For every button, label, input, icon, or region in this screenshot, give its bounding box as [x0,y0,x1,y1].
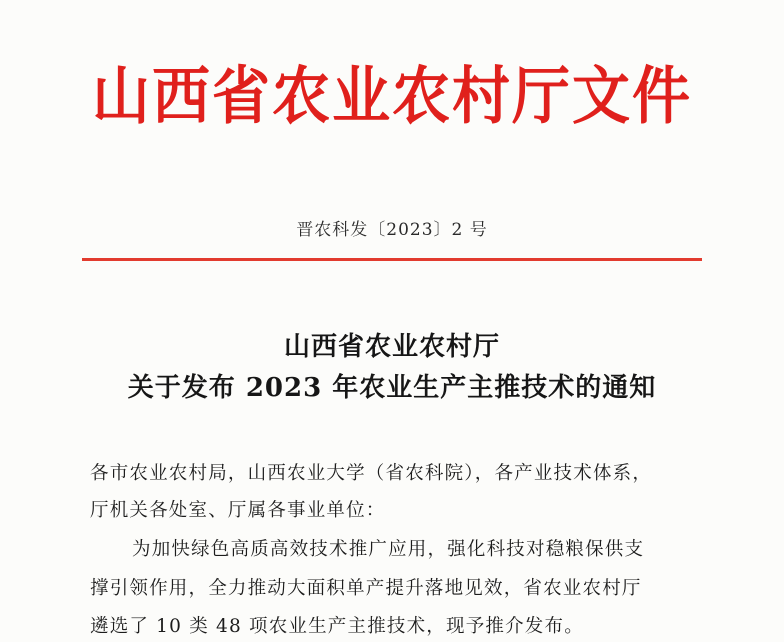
recipients-line-1: 各市农业农村局，山西农业大学（省农科院），各产业技术体系， [90,463,653,484]
header-divider [82,258,702,261]
paragraph-line-1: 为加快绿色高质高效技术推广应用，强化科技对稳粮保供支 [132,539,645,560]
paragraph-line-3: 遴选了 10 类 48 项农业生产主推技术，现予推介发布。 [90,616,584,637]
issuer-title: 山西省农业农村厅文件 [91,59,692,133]
notice-title-line-1: 山西省农业农村厅 [283,332,500,362]
notice-title-line-2: 关于发布 2023 年农业生产主推技术的通知 [127,373,657,403]
paragraph-line-2: 撑引领作用，全力推动大面积单产提升落地见效，省农业农村厅 [90,578,642,599]
document-number: 晋农科发〔2023〕2 号 [296,220,488,240]
recipients-line-2: 厅机关各处室、厅属各事业单位： [90,500,386,521]
